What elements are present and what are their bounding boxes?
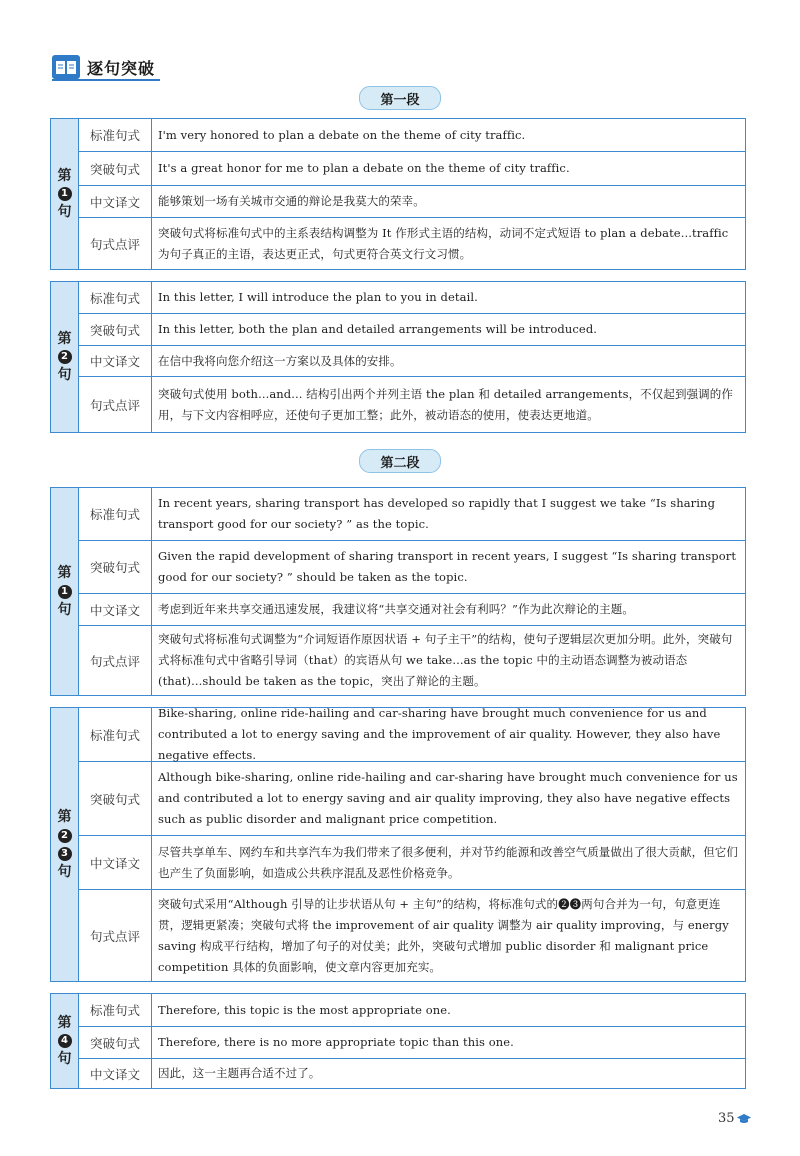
sentence-group-1-2 — [50, 281, 746, 433]
sentence-number-label — [51, 119, 79, 269]
row-text: Given the rapid development of sharing transport in recent years, I suggest “Is sharing transport good for our society? ” should be taken as the topic. — [158, 549, 737, 584]
header-underline — [52, 79, 160, 81]
table-row — [79, 1059, 745, 1088]
sentence-group-2-23 — [50, 707, 746, 982]
graduation-cap-icon — [737, 1114, 751, 1124]
row-text: In this letter, I will introduce the plan to you in detail. — [158, 290, 478, 304]
table-row — [79, 314, 745, 346]
row-label: 中文译文 — [79, 186, 152, 217]
row-text: 尽管共享单车、网约车和共享汽车为我们带来了很多便利，并对节约能源和改善空气质量做出了很大贡献，但它们也产生了负面影响，如造成公共秩序混乱及恶性价格竞争。 — [158, 844, 738, 880]
section-title-1: 第一段 — [359, 86, 441, 110]
table-row — [79, 186, 745, 218]
row-text: 突破句式采用“Although 引导的让步状语从句 + 主句”的结构，将标准句式的❷❸两句合并为一句，句意更连贯，逻辑更紧凑；突破句式将 the improvement of air quality 调整为 air quality improving，与 energy saving 构成平行结构，增加了句子的对仗美；此外，突破句式增加 public disorder 和 malignant price competition 具体的负面影响，使文章内容更加充实。 — [158, 896, 729, 974]
sentence-label-char: 句 — [57, 367, 72, 383]
sentence-group-1-1 — [50, 118, 746, 270]
open-book-icon — [52, 55, 80, 79]
row-text: I'm very honored to plan a debate on the theme of city traffic. — [158, 127, 526, 142]
sentence-label-char: 句 — [57, 863, 72, 880]
row-text: 突破句式使用 both...and... 结构引出两个并列主语 the plan 和 detailed arrangements，不仅起到强调的作用，与下文内容相呼应，还使句子更加工整；此外，被动语态的使用，使表达更地道。 — [158, 386, 733, 422]
sentence-number-circle: 2 — [58, 350, 72, 364]
row-text: 因此，这一主题再合适不过了。 — [158, 1066, 321, 1080]
sentence-label-char: 句 — [57, 204, 72, 220]
table-row — [79, 836, 745, 890]
sentence-number-label — [51, 488, 79, 695]
table-row — [79, 890, 745, 981]
row-label: 标准句式 — [79, 708, 152, 761]
row-label: 突破句式 — [79, 314, 152, 345]
table-row — [79, 1027, 745, 1059]
row-label: 中文译文 — [79, 346, 152, 376]
table-row — [79, 346, 745, 377]
table-row — [79, 594, 745, 626]
row-label: 突破句式 — [79, 1027, 152, 1058]
table-row — [79, 218, 745, 269]
sentence-number-label — [51, 708, 79, 981]
page-title: 逐句突破 — [87, 58, 156, 78]
row-text: It's a great honor for me to plan a debate on the theme of city traffic. — [158, 161, 570, 175]
row-text: 突破句式将标准句式调整为“介词短语作原因状语 + 句子主干”的结构，使句子逻辑层次更加分明。此外，突破句式将标准句式中省略引导词（that）的宾语从句 we take...as the topic 中的主动语态调整为被动语态 (that)...should be taken as the topic，突出了辩论的主题。 — [158, 632, 733, 688]
sentence-label-char: 句 — [57, 1051, 72, 1067]
row-text: Therefore, there is no more appropriate topic than this one. — [158, 1035, 514, 1049]
sentence-label-char: 第 — [57, 330, 72, 347]
sentence-number-circle: 3 — [58, 847, 72, 861]
row-text: In recent years, sharing transport has developed so rapidly that I suggest we take “Is sharing transport good for our society? ” as the topic. — [158, 496, 716, 531]
sentence-group-2-4 — [50, 993, 746, 1089]
row-label: 突破句式 — [79, 152, 152, 185]
table-row — [79, 152, 745, 186]
row-label: 句式点评 — [79, 626, 152, 695]
table-row — [79, 377, 745, 432]
row-label: 句式点评 — [79, 377, 152, 432]
row-label: 标准句式 — [79, 282, 152, 313]
sentence-label-char: 第 — [57, 809, 72, 826]
page-number: 35 — [718, 1111, 751, 1126]
row-label: 句式点评 — [79, 218, 152, 269]
section-header — [52, 55, 155, 79]
table-row — [79, 541, 745, 594]
row-label: 中文译文 — [79, 594, 152, 625]
row-label: 标准句式 — [79, 488, 152, 540]
sentence-group-2-1 — [50, 487, 746, 696]
table-row — [79, 119, 745, 152]
table-row — [79, 488, 745, 541]
sentence-number-circle: 2 — [58, 829, 72, 843]
row-label: 中文译文 — [79, 1059, 152, 1088]
sentence-label-char: 句 — [57, 601, 72, 618]
sentence-number-label — [51, 994, 79, 1088]
table-row — [79, 762, 745, 836]
sentence-label-char: 第 — [57, 565, 72, 582]
row-text: Although bike-sharing, online ride-hailing and car-sharing have brought much convenience for us and contributed a lot to energy saving and air quality improving, they also have negative effects such as public disorder and malignant price competition. — [158, 770, 738, 826]
sentence-label-char: 第 — [57, 167, 72, 184]
sentence-number-circle: 4 — [58, 1034, 72, 1048]
section-title-2: 第二段 — [359, 449, 441, 473]
row-text: 在信中我将向您介绍这一方案以及具体的安排。 — [158, 353, 402, 368]
row-text: Therefore, this topic is the most appropriate one. — [158, 1002, 451, 1017]
row-label: 突破句式 — [79, 762, 152, 835]
sentence-number-label — [51, 282, 79, 432]
row-text: 突破句式将标准句式中的主系表结构调整为 It 作形式主语的结构，动词不定式短语 to plan a debate...traffic 为句子真正的主语，表达更正式，句式更符合英文行文习惯。 — [158, 225, 729, 261]
sentence-number-circle: 1 — [58, 585, 72, 599]
row-text: 考虑到近年来共享交通迅速发展，我建议将“共享交通对社会有利吗？”作为此次辩论的主题。 — [158, 602, 634, 616]
table-row — [79, 994, 745, 1027]
row-label: 标准句式 — [79, 994, 152, 1026]
table-row — [79, 282, 745, 314]
row-text: 能够策划一场有关城市交通的辩论是我莫大的荣幸。 — [158, 194, 425, 208]
row-text: Bike-sharing, online ride-hailing and car-sharing have brought much convenience for us and contributed a lot to energy saving and the improvement of air quality. However, they also have negative effects. — [158, 706, 721, 762]
row-label: 句式点评 — [79, 890, 152, 981]
sentence-label-char: 第 — [57, 1014, 72, 1031]
table-row — [79, 708, 745, 762]
sentence-number-circle: 1 — [58, 187, 72, 201]
row-label: 标准句式 — [79, 119, 152, 151]
row-text: In this letter, both the plan and detailed arrangements will be introduced. — [158, 322, 598, 336]
row-label: 突破句式 — [79, 541, 152, 593]
row-label: 中文译文 — [79, 836, 152, 889]
table-row — [79, 626, 745, 695]
